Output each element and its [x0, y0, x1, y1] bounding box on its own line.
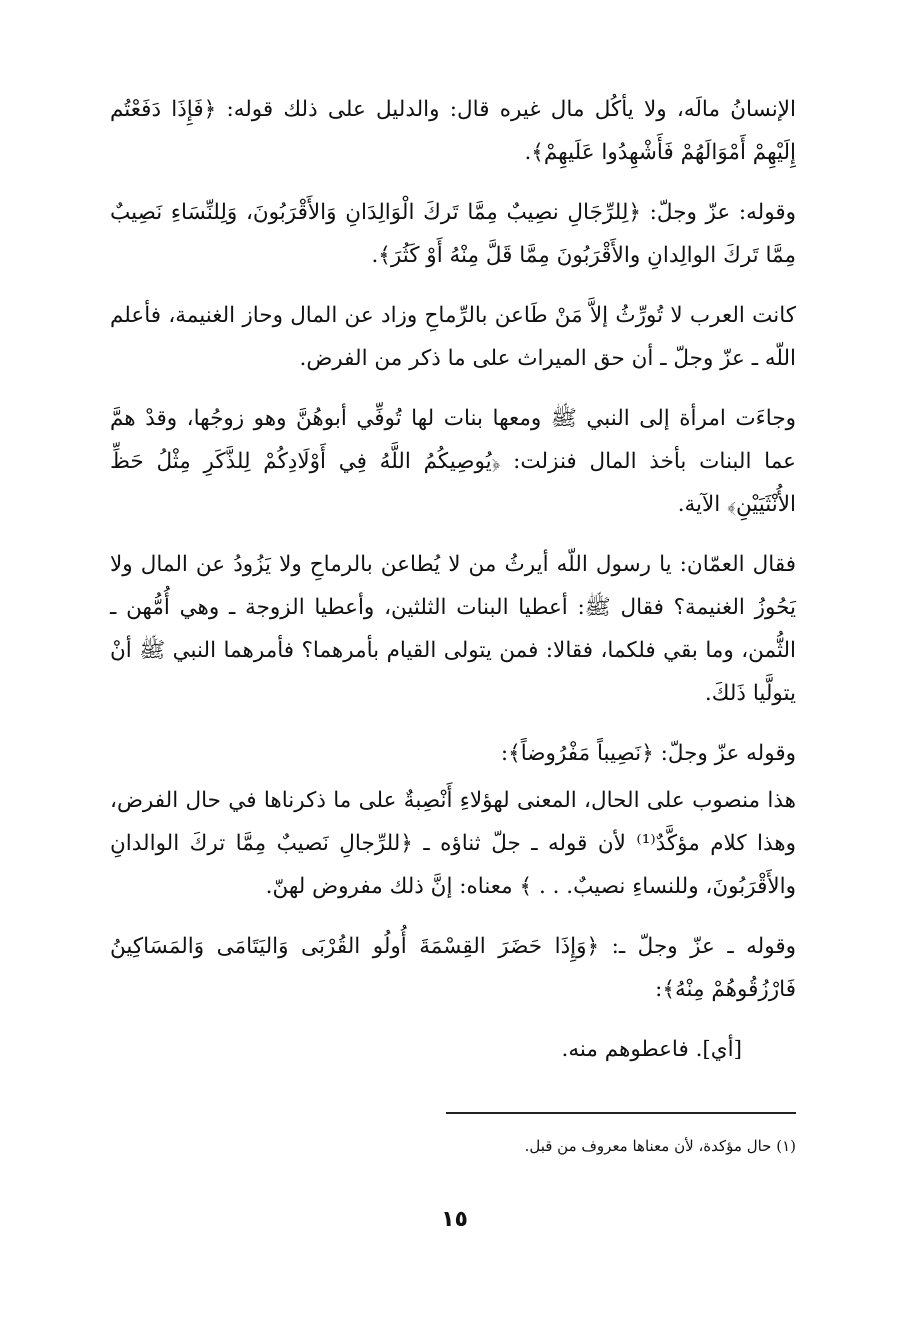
- paragraph-6: وقوله عزّ وجلّ: ﴿نَصِيباً مَفْرُوضاً﴾:: [500, 741, 796, 766]
- paragraph-5: فقال العمّان: يا رسول اللّه أيرثُ من لا يُطاعن بالرماحِ ولا يَزُودُ عن المال ولا يَحُوزُ الغنيمة؟ فقال ﷺ: أعطيا البنات الثلثين، وأعطيا الزوجة ـ وهي أُمُّهن ـ الثُّمن، وما بقي فلكما، فقالا: فمن يتولى القيام بأمرهما؟ فأمرهما النبي ﷺ أنْ يتولَّيا ذَلكَ.: [110, 552, 796, 706]
- paragraph-9: [أي]. فاعطوهم منه.: [561, 1037, 742, 1062]
- page-number: ١٥: [441, 1207, 468, 1232]
- paragraph-7: هذا منصوب على الحال، المعنى لهؤلاءِ أَنْصِبةٌ على ما ذكرناها في حال الفرض، وهذا كلام مؤكَّدٌ⁽¹⁾ لأن قوله ـ جلّ ثناؤه ـ ﴿للرِّجالِ نَصيبٌ مِمَّا تركَ الوالدانِ والأَقْرَبُونَ، وللنساءِ نصيبٌ. . . ﴾ معناه: إنَّ ذلك مفروض لهنّ.: [110, 788, 796, 899]
- paragraph-8: وقوله ـ عزّ وجلّ ـ: ﴿وَإِذَا حَضَرَ القِسْمَةَ أُولُو القُرْبَى وَاليَتَامَى وَالمَسَاكِينُ فَارْزُقُوهُمْ مِنْهُ﴾:: [110, 934, 796, 1002]
- paragraph-2: وقوله: عزّ وجلّ: ﴿لِلرِّجَالِ نصِيبٌ مِمَّا تَركَ الْوَالِدَانِ وَالأَقْرَبُونَ، وَلِلنِّسَاءِ نَصِيبٌ مِمَّا تَركَ الوالِدانِ والأَقْرَبُونَ مِمَّا قَلَّ مِنْهُ أَوْ كَثُرَ﴾.: [110, 200, 796, 268]
- paragraph-4: وجاءَت امرأة إلى النبي ﷺ ومعها بنات لها تُوفِّي أبوهُنَّ وهو زوجُها، وقدْ همَّ عما البنات بأخذ المال فنزلت: ﴿يُوصِيكُمُ اللَّهُ فِي أَوْلَادِكُمْ لِلذَّكَرِ مِثْلُ حَظِّ الأُنْثَيَيْنِ﴾ الآية.: [110, 406, 796, 517]
- footnote-divider: [446, 1112, 796, 1114]
- paragraph-1: الإنسانُ مالَه، ولا يأكُل مال غيره قال: والدليل على ذلك قوله: ﴿فَإِذَا دَفَعْتُم إِلَيْهِمْ أَمْوَالَهُمْ فَأَشْهِدُوا عَلَيهِمْ﴾.: [110, 97, 796, 165]
- footnote: (١) حال مؤكدة، لأن معناها معروف من قبل.: [524, 1137, 796, 1155]
- paragraph-3: كانت العرب لا تُورِّثُ إلاَّ مَنْ طَاعن بالرِّماحِ وزاد عن المال وحاز الغنيمة، فأعلم اللّه ـ عزّ وجلّ ـ أن حق الميراث على ما ذكر من الفرض.: [110, 303, 796, 371]
- main-text: [110, 88, 796, 1071]
